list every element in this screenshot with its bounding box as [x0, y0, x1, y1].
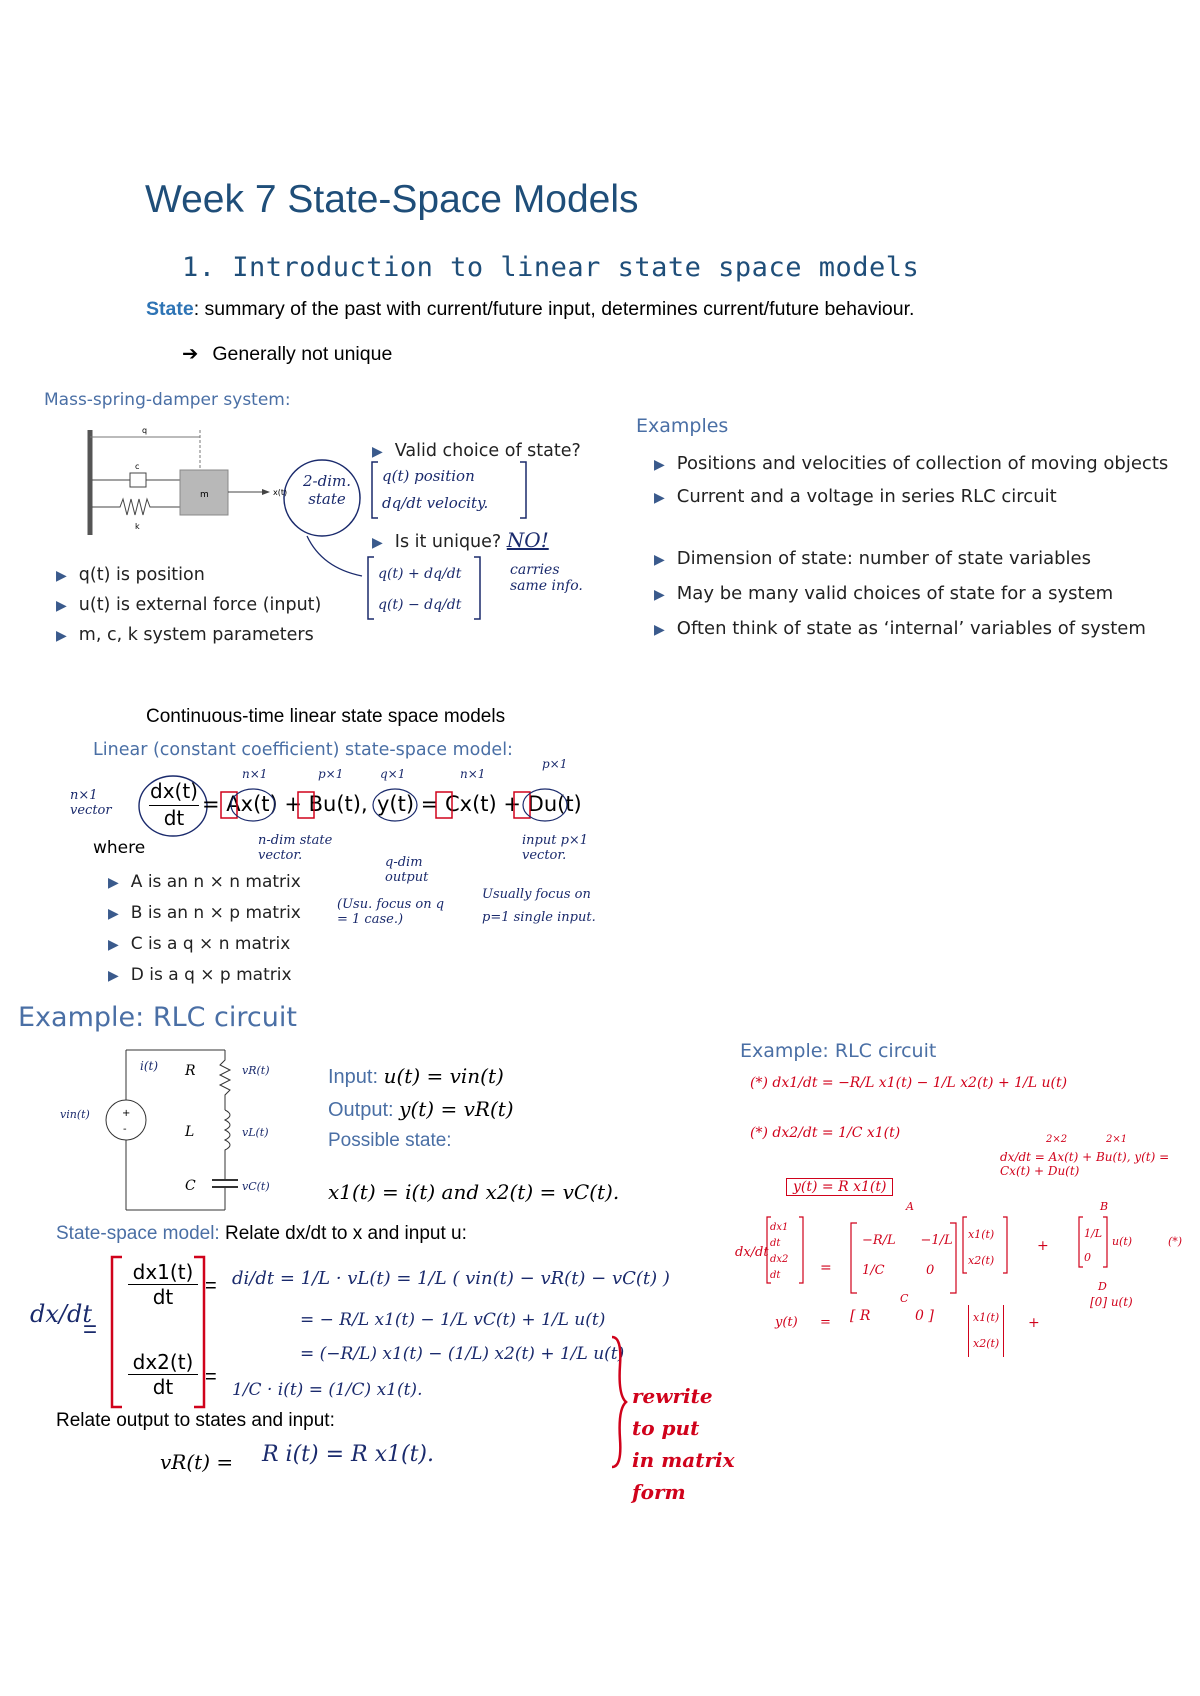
label-vin: vin(t): [60, 1108, 90, 1121]
matrix-dim-item: [108, 898, 301, 929]
state-eq: x1(t) = i(t) and x2(t) = vC(t).: [328, 1180, 620, 1204]
eq-lhs-den: dt: [163, 806, 185, 830]
label-R: R: [185, 1063, 196, 1079]
dx1-den: dt: [152, 1285, 174, 1309]
vec2-row: q(t) − dq/dt: [378, 597, 462, 613]
rlc2-label-B: B: [1100, 1200, 1109, 1213]
bullet-not-unique: [182, 342, 392, 366]
rlc2-A-cell: −1/L: [920, 1233, 953, 1248]
example-text: Often think of state as ‘internal’ variables of system: [676, 618, 1146, 639]
source-minus: -: [123, 1124, 127, 1135]
output-eq: y(t) = vR(t): [399, 1097, 514, 1121]
ss-label: State-space model:: [56, 1223, 220, 1244]
example-item: [654, 577, 1146, 612]
triangle-icon: ▶: [654, 552, 665, 568]
matrix-dim-text: B is an n × p matrix: [130, 903, 301, 923]
msd-diagram: [80, 425, 300, 540]
rlc2-B-row: 1/L: [1084, 1227, 1103, 1240]
ss-text: Relate dx/dt to x and input u:: [224, 1223, 467, 1244]
note-nx1: n×1: [242, 767, 268, 781]
ss-eq1: =: [205, 1275, 217, 1297]
vec1-row: dq/dt velocity.: [382, 494, 489, 512]
rlc2-x-row: x2(t): [968, 1254, 995, 1267]
rlc2-x-row: x2(t): [973, 1337, 1000, 1350]
vr-eq: vR(t) =: [160, 1450, 234, 1474]
arrow-icon: ➔: [182, 343, 199, 365]
triangle-icon: ▶: [654, 490, 665, 506]
triangle-icon: ▶: [108, 875, 119, 891]
eq-rhs1: = Ax(t) + Bu(t),: [202, 792, 368, 816]
rlc2-heading: Example: RLC circuit: [740, 1040, 937, 1062]
hand-line2: = − R/L x1(t) − 1/L vC(t) + 1/L u(t): [300, 1310, 606, 1330]
example-text: May be many valid choices of state for a system: [676, 583, 1114, 604]
example-text: Current and a voltage in series RLC circuit: [676, 486, 1057, 507]
where-label: where: [93, 838, 146, 858]
label-vR: vR(t): [242, 1064, 270, 1077]
rlc2-label-A: A: [906, 1200, 914, 1213]
rlc-heading: Example: RLC circuit: [18, 1002, 297, 1033]
triangle-icon: ▶: [372, 444, 383, 460]
msd-label-k: k: [135, 522, 140, 531]
rlc2-label-D: D: [1098, 1280, 1107, 1293]
note-input-px1: input p×1 vector.: [522, 833, 589, 863]
is-unique-text: Is it unique?: [394, 532, 502, 552]
rewrite-line: form: [632, 1480, 686, 1504]
eq-lhs-num: dx(t): [149, 779, 199, 806]
label-vC: vC(t): [242, 1180, 270, 1193]
is-unique: [372, 528, 549, 552]
rlc2-eq1: (*) dx1/dt = −R/L x1(t) − 1/L x2(t) + 1/L u(t): [750, 1075, 1068, 1091]
example-item: [654, 448, 1168, 481]
matrix-dim-text: D is a q × p matrix: [130, 965, 292, 985]
vec2: [378, 559, 461, 621]
matrix-dims: [108, 867, 301, 991]
msd-label-q: q: [142, 426, 148, 435]
rlc2-A-cell: 0: [925, 1263, 935, 1278]
dx1-frac: [128, 1260, 198, 1309]
input-label: Input:: [328, 1066, 379, 1088]
triangle-icon: ▶: [56, 628, 67, 644]
state-definition: [146, 298, 914, 321]
rlc2-yeq: y(t) = R x1(t): [786, 1178, 893, 1196]
dx2-frac: [128, 1350, 198, 1399]
rlc2-lhs-row: dx1: [770, 1222, 789, 1233]
msd-heading: Mass-spring-damper system:: [44, 390, 291, 410]
ct-subtitle: Continuous-time linear state space models: [146, 706, 506, 727]
example-text: Dimension of state: number of state variables: [676, 548, 1091, 569]
vec1: [382, 463, 488, 517]
rlc2-y-lhs: y(t): [775, 1315, 798, 1330]
eq-lhs: [149, 779, 199, 830]
eq-annotations: [200, 780, 600, 840]
rlc2-C: [ R 0 ]: [850, 1308, 934, 1324]
rlc2-B: [1084, 1222, 1102, 1270]
hand-line3: = (−R/L) x1(t) − (1/L) x2(t) + 1/L u(t): [300, 1344, 625, 1364]
msd-label-x: x(t): [273, 488, 288, 497]
rlc2-plus: +: [1037, 1238, 1049, 1254]
state-text: : summary of the past with current/future input, determines current/future behaviour.: [193, 298, 915, 320]
rlc2-size-2x1: 2×1: [1106, 1134, 1128, 1145]
source-plus: +: [122, 1108, 131, 1119]
carries-same-info: carries same info.: [510, 562, 583, 594]
rewrite-note: [632, 1380, 735, 1508]
input-eq: u(t) = vin(t): [383, 1064, 504, 1088]
rlc2-lhs-row: dt: [770, 1270, 781, 1281]
rlc2-lhs-row: dx2: [770, 1254, 789, 1265]
matrix-dim-text: A is an n × n matrix: [130, 872, 301, 892]
dx2-num: dx2(t): [128, 1350, 198, 1375]
rlc2-A-row: [862, 1226, 953, 1256]
rlc2-D: [0] u(t): [1090, 1295, 1133, 1309]
matrix-dim-text: C is a q × n matrix: [130, 934, 291, 954]
rlc2-x2: [968, 1305, 1004, 1357]
dx2-den: dt: [152, 1375, 174, 1399]
rlc2-A-cell: −R/L: [862, 1233, 896, 1248]
possible-state: Possible state:: [328, 1130, 452, 1151]
section-heading: 1. Introduction to linear state space models: [182, 252, 920, 283]
rlc2-eq-sign: =: [820, 1260, 832, 1276]
vec1-row: q(t) position: [382, 467, 475, 485]
label-C: C: [185, 1178, 196, 1194]
note-q-dim: q-dim output: [385, 855, 429, 885]
msd-bullet: [56, 621, 321, 651]
examples-heading: Examples: [636, 415, 729, 437]
rlc-output: [328, 1097, 514, 1122]
note-px1b: p×1: [542, 757, 568, 771]
triangle-icon: ▶: [654, 457, 665, 473]
rlc2-x: [968, 1222, 994, 1274]
rlc2-x-row: x1(t): [973, 1311, 1000, 1324]
dxdt-lhs: dx/dt: [30, 1300, 92, 1328]
page-title: Week 7 State-Space Models: [145, 178, 639, 221]
dxdt-equals: =: [83, 1316, 98, 1343]
note-qx1: q×1: [380, 767, 406, 781]
rlc2-lhs-row: dt: [770, 1238, 781, 1249]
matrix-dim-item: [108, 960, 301, 991]
state-term: State: [146, 298, 194, 320]
rlc2-lhs-col: [770, 1220, 788, 1284]
rlc-circuit: [60, 1040, 300, 1215]
rlc2-label-C: C: [900, 1292, 909, 1305]
rewrite-line: in matrix: [632, 1448, 735, 1472]
msd-label-m: m: [200, 490, 209, 500]
msd-bullet-text: m, c, k system parameters: [78, 625, 314, 645]
hand-line1: di/dt = 1/L · vL(t) = 1/L ( vin(t) − vR(t) − vC(t) ): [232, 1268, 670, 1289]
rewrite-line: to put: [632, 1416, 700, 1440]
hand-line4: 1/C · i(t) = (1/C) x1(t).: [232, 1380, 423, 1400]
ct-heading: Linear (constant coefficient) state-space model:: [93, 740, 513, 760]
example-item: [654, 542, 1146, 577]
note-usu-focus: (Usu. focus on q = 1 case.): [337, 897, 445, 927]
rlc2-C-cell: R: [859, 1308, 871, 1324]
valid-choice: [372, 441, 581, 461]
triangle-icon: ▶: [654, 587, 665, 603]
matrix-dim-item: [108, 929, 301, 960]
rlc2-A-row: [862, 1256, 953, 1286]
rlc2-size-2x2: 2×2: [1046, 1134, 1068, 1145]
rlc2-A-cell: 1/C: [862, 1263, 885, 1278]
label-L: L: [185, 1124, 195, 1140]
example-item: [654, 612, 1146, 647]
rlc2-y-eq: =: [820, 1315, 831, 1330]
msd-bullets: [56, 561, 321, 651]
msd-bullet: [56, 561, 321, 591]
matrix-dim-item: [108, 867, 301, 898]
triangle-icon: ▶: [56, 598, 67, 614]
eq-rhs2: y(t) = Cx(t) + Du(t): [377, 792, 582, 816]
msd-label-c: c: [135, 462, 140, 471]
bullet-text: Generally not unique: [212, 343, 393, 365]
note-px1: p×1: [318, 767, 344, 781]
rewrite-line: rewrite: [632, 1384, 713, 1408]
relate-output: Relate output to states and input:: [56, 1410, 335, 1431]
note-p1-single: p=1 single input.: [482, 910, 596, 925]
triangle-icon: ▶: [372, 535, 383, 551]
note-nx1-vector: n×1 vector: [70, 788, 112, 818]
rlc2-mat-lhs: dx/dt: [735, 1245, 769, 1260]
rlc2-u: u(t): [1112, 1235, 1133, 1248]
examples-list-2: [654, 542, 1146, 647]
rlc2-B-row: 0: [1084, 1251, 1091, 1264]
no-answer: NO!: [506, 528, 549, 552]
msd-bullet-text: q(t) is position: [78, 565, 205, 585]
rlc2-star: (*): [1168, 1235, 1183, 1248]
ss-model: [56, 1223, 467, 1245]
note-usually: Usually focus on: [482, 887, 591, 902]
state-2dim: 2-dim. state: [302, 472, 351, 508]
vr-hand: R i(t) = R x1(t).: [262, 1442, 434, 1467]
rlc2-A: [862, 1226, 953, 1286]
rlc2-C-cell: 0: [914, 1308, 924, 1324]
dx1-num: dx1(t): [128, 1260, 198, 1285]
example-text: Positions and velocities of collection of moving objects: [676, 453, 1169, 474]
example-item: [654, 481, 1168, 514]
valid-choice-text: Valid choice of state?: [394, 441, 581, 461]
rewrite-brace: [610, 1335, 630, 1470]
triangle-icon: ▶: [108, 906, 119, 922]
rlc2-abcd: dx/dt = Ax(t) + Bu(t), y(t) = Cx(t) + Du(t): [1000, 1150, 1170, 1178]
msd-bullet-text: u(t) is external force (input): [78, 595, 322, 615]
rlc2-plus2: +: [1028, 1315, 1040, 1331]
label-i: i(t): [140, 1059, 159, 1073]
rlc-input: [328, 1064, 504, 1089]
msd-bullet: [56, 591, 321, 621]
triangle-icon: ▶: [108, 968, 119, 984]
examples-list-1: [654, 448, 1168, 514]
rlc2-x-row: x1(t): [968, 1228, 995, 1241]
triangle-icon: ▶: [56, 568, 67, 584]
label-vL: vL(t): [242, 1126, 269, 1139]
output-label: Output:: [328, 1099, 394, 1121]
ss-eq2: =: [205, 1366, 217, 1388]
vec2-row: q(t) + dq/dt: [378, 566, 462, 582]
triangle-icon: ▶: [108, 937, 119, 953]
note-nx1b: n×1: [460, 767, 486, 781]
note-n-dim: n-dim state vector.: [258, 833, 333, 863]
rlc2-eq2: (*) dx2/dt = 1/C x1(t): [750, 1125, 901, 1141]
triangle-icon: ▶: [654, 622, 665, 638]
